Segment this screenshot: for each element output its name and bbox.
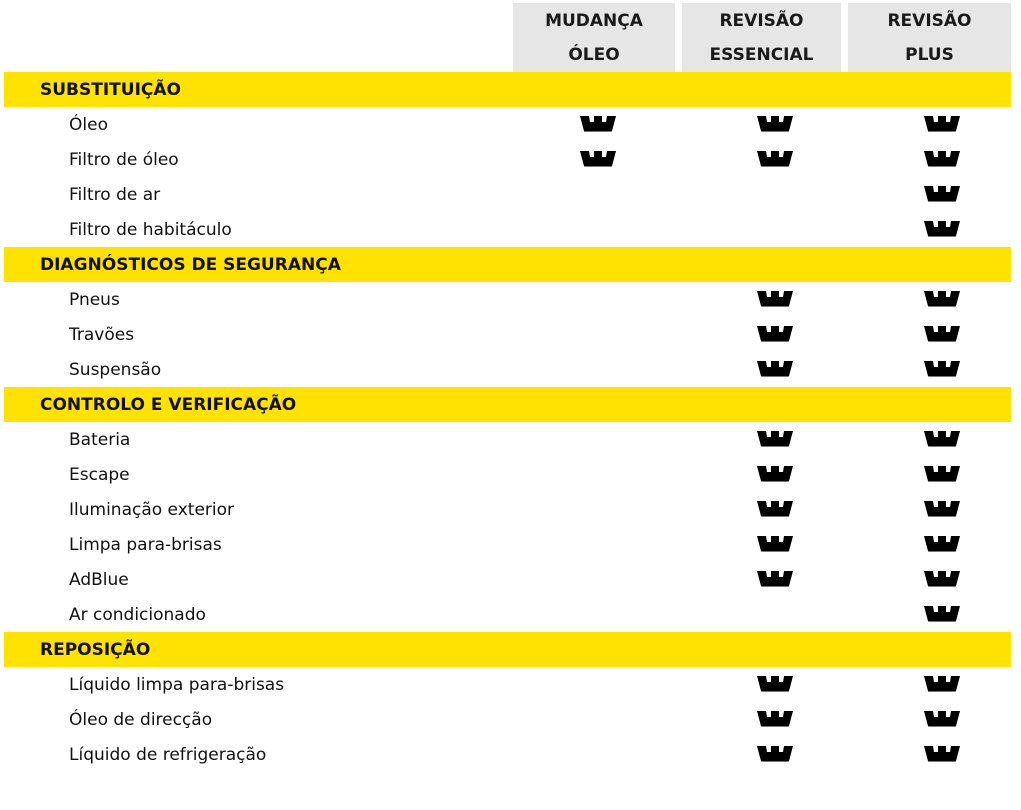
table-row [4, 422, 1011, 457]
table-row [4, 177, 1011, 212]
column-header-line2: ÓLEO [568, 44, 620, 65]
row-label: Filtro de ar [69, 185, 161, 205]
table-row [4, 667, 1011, 702]
crown-check-icon [924, 746, 960, 762]
section-header: CONTROLO E VERIFICAÇÃO [4, 387, 1011, 422]
table-row [4, 597, 1011, 632]
crown-check-icon [757, 326, 793, 342]
column-header-revisao-essencial [682, 3, 841, 72]
crown-check-icon [580, 151, 616, 167]
crown-check-icon [924, 186, 960, 202]
crown-check-icon [924, 116, 960, 132]
crown-check-icon [924, 221, 960, 237]
column-header-revisao-plus [848, 3, 1011, 72]
crown-check-icon [924, 711, 960, 727]
row-label: Suspensão [69, 360, 162, 380]
table-row [4, 212, 1011, 247]
crown-check-icon [757, 501, 793, 517]
crown-check-icon [924, 466, 960, 482]
crown-check-icon [924, 326, 960, 342]
table-row [4, 527, 1011, 562]
crown-check-icon [924, 361, 960, 377]
table-row [4, 457, 1011, 492]
table-row [4, 352, 1011, 387]
crown-check-icon [924, 676, 960, 692]
crown-check-icon [757, 291, 793, 307]
column-header-line1: REVISÃO [887, 10, 972, 31]
service-comparison-table [4, 72, 1011, 772]
crown-check-icon [924, 606, 960, 622]
table-row [4, 142, 1011, 177]
crown-check-icon [757, 571, 793, 587]
table-row [4, 737, 1011, 772]
row-label: Filtro de habitáculo [69, 220, 232, 240]
row-label: Travões [69, 325, 135, 345]
row-label: Bateria [69, 430, 131, 450]
row-label: Líquido limpa para-brisas [69, 675, 285, 695]
column-header-line2: ESSENCIAL [709, 44, 814, 65]
table-row [4, 492, 1011, 527]
crown-check-icon [757, 431, 793, 447]
section-header: DIAGNÓSTICOS DE SEGURANÇA [4, 247, 1011, 282]
crown-check-icon [924, 291, 960, 307]
table-row [4, 282, 1011, 317]
row-label: Ar condicionado [69, 605, 206, 625]
crown-check-icon [924, 571, 960, 587]
column-header-line1: REVISÃO [719, 10, 804, 31]
column-header-line2: PLUS [905, 44, 954, 65]
row-label: Escape [69, 465, 130, 485]
table-row [4, 702, 1011, 737]
row-label: Pneus [69, 290, 120, 310]
row-label: Óleo de direcção [69, 710, 213, 730]
row-label: AdBlue [69, 570, 129, 590]
table-row [4, 107, 1011, 142]
crown-check-icon [580, 116, 616, 132]
row-label: Filtro de óleo [69, 150, 179, 170]
crown-check-icon [924, 501, 960, 517]
table-row [4, 317, 1011, 352]
crown-check-icon [757, 151, 793, 167]
crown-check-icon [757, 746, 793, 762]
crown-check-icon [757, 466, 793, 482]
column-headers [0, 3, 1021, 72]
crown-check-icon [924, 431, 960, 447]
row-label: Óleo [69, 115, 108, 135]
crown-check-icon [757, 116, 793, 132]
column-header-mudanca-oleo [513, 3, 675, 72]
row-label: Limpa para-brisas [69, 535, 222, 555]
crown-check-icon [757, 361, 793, 377]
section-header: REPOSIÇÃO [4, 632, 1011, 667]
crown-check-icon [757, 536, 793, 552]
crown-check-icon [924, 536, 960, 552]
crown-check-icon [757, 676, 793, 692]
row-label: Iluminação exterior [69, 500, 235, 520]
crown-check-icon [924, 151, 960, 167]
table-row [4, 562, 1011, 597]
crown-check-icon [757, 711, 793, 727]
row-label: Líquido de refrigeração [69, 745, 267, 765]
section-header: SUBSTITUIÇÃO [4, 72, 1011, 107]
column-header-line1: MUDANÇA [545, 10, 643, 31]
